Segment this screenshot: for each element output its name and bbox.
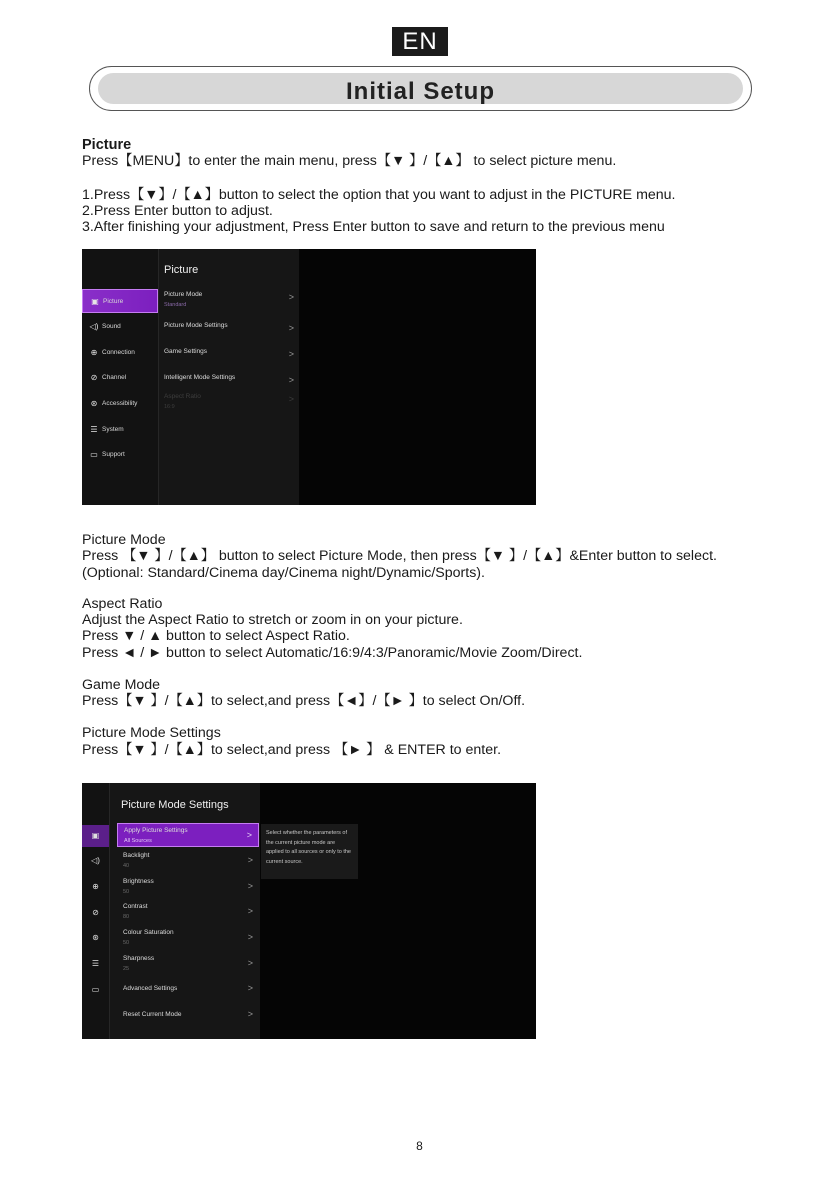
sound-icon: ◁) bbox=[89, 322, 99, 331]
chevron-right-icon: > bbox=[247, 983, 253, 993]
menu-row-label: Intelligent Mode Settings bbox=[164, 374, 236, 381]
support-icon: ▭ bbox=[90, 450, 98, 459]
sidebar-item-label: Support bbox=[102, 451, 125, 458]
chevron-right-icon: > bbox=[247, 906, 253, 916]
menu-row-label: Contrast bbox=[123, 903, 148, 910]
picture-mode-settings-heading: Picture Mode Settings bbox=[82, 725, 221, 741]
menu-row-label: Sharpness bbox=[123, 955, 155, 962]
channel-icon: ⊘ bbox=[90, 373, 98, 382]
aspect-ratio-line-3: Press ◄ / ► button to select Automatic/16:9/4:3/Panoramic/Movie Zoom/Direct. bbox=[82, 645, 583, 661]
chevron-right-icon: > bbox=[246, 830, 252, 840]
menu-row-apply-picture-settings[interactable] bbox=[117, 823, 259, 847]
menu-row-sharpness[interactable] bbox=[117, 952, 259, 976]
sidebar-item-label: Sound bbox=[102, 323, 121, 330]
aspect-ratio-heading: Aspect Ratio bbox=[82, 596, 163, 612]
sidebar-item-support[interactable] bbox=[82, 443, 158, 467]
menu-row-colour-saturation[interactable] bbox=[117, 926, 259, 950]
chevron-right-icon: > bbox=[247, 932, 253, 942]
menu-row-picture-mode-settings[interactable] bbox=[164, 319, 294, 343]
system-icon: ☰ bbox=[90, 425, 98, 434]
banner-fill bbox=[98, 73, 743, 104]
menu-row-advanced-settings[interactable] bbox=[117, 977, 259, 1001]
chevron-right-icon: > bbox=[288, 375, 294, 385]
accessibility-icon: ⊛ bbox=[90, 399, 98, 408]
sidebar-item-label: Accessibility bbox=[102, 400, 138, 407]
help-description-text: Select whether the parameters of the current picture mode are applied to all sources or only to the current source. bbox=[266, 830, 351, 865]
help-description-box bbox=[261, 824, 358, 879]
menu-row-aspect-ratio bbox=[164, 390, 294, 414]
aspect-ratio-line-2: Press ▼ / ▲ button to select Aspect Ratio. bbox=[82, 628, 350, 644]
picture-intro-line: Press【MENU】to enter the main menu, press【▼ 】/【▲】 to select picture menu. bbox=[82, 153, 617, 169]
menu-row-value: Standard bbox=[164, 302, 187, 308]
section-banner bbox=[89, 66, 752, 111]
panel-title: Picture bbox=[164, 264, 199, 276]
sidebar-item-connection[interactable] bbox=[82, 341, 158, 365]
sidebar-item-channel[interactable] bbox=[82, 366, 158, 390]
menu-row-contrast[interactable] bbox=[117, 900, 259, 924]
menu-row-label: Picture Mode Settings bbox=[164, 322, 228, 329]
connection-icon[interactable]: ⊕ bbox=[92, 882, 99, 891]
banner-title: Initial Setup bbox=[345, 78, 495, 105]
menu-row-label: Colour Saturation bbox=[123, 929, 174, 936]
menu-row-label: Game Settings bbox=[164, 348, 207, 355]
chevron-right-icon: > bbox=[247, 1009, 253, 1019]
menu-row-value: 50 bbox=[123, 889, 130, 895]
chevron-right-icon: > bbox=[288, 394, 294, 404]
chevron-right-icon: > bbox=[288, 349, 294, 359]
chevron-right-icon: > bbox=[247, 855, 253, 865]
menu-row-reset-current-mode[interactable] bbox=[117, 1003, 259, 1027]
picture-menu-panel bbox=[159, 249, 299, 505]
menu-row-value: 80 bbox=[123, 914, 130, 920]
menu-row-value: 40 bbox=[123, 863, 130, 869]
picture-step-2: 2.Press Enter button to adjust. bbox=[82, 203, 273, 219]
chevron-right-icon: > bbox=[288, 292, 294, 302]
picture-mode-heading: Picture Mode bbox=[82, 532, 166, 548]
settings-sidebar bbox=[82, 249, 159, 505]
sidebar-item-label: Picture bbox=[103, 298, 124, 305]
menu-row-value: 50 bbox=[123, 940, 130, 946]
sidebar-item-accessibility[interactable] bbox=[82, 392, 158, 416]
language-badge: EN bbox=[392, 27, 448, 56]
menu-row-value: 25 bbox=[123, 966, 130, 972]
menu-row-value: 16:9 bbox=[164, 404, 175, 410]
support-icon[interactable]: ▭ bbox=[91, 985, 100, 994]
connection-icon: ⊕ bbox=[90, 348, 98, 357]
settings-sidebar-collapsed bbox=[82, 783, 110, 1039]
menu-row-label: Advanced Settings bbox=[123, 985, 178, 992]
picture-mode-settings-screenshot bbox=[82, 783, 536, 1039]
sidebar-item-label: Connection bbox=[102, 349, 135, 356]
aspect-ratio-line-1: Adjust the Aspect Ratio to stretch or zoom in on your picture. bbox=[82, 612, 463, 628]
menu-row-value: All Sources bbox=[124, 838, 152, 844]
picture-heading: Picture bbox=[82, 137, 132, 153]
picture-mode-line-1: Press 【▼ 】/【▲】 button to select Picture Mode, then press【▼ 】/【▲】&Enter button to select. bbox=[82, 548, 717, 564]
picture-menu-screenshot bbox=[82, 249, 536, 505]
picture-step-1: 1.Press【▼】/【▲】button to select the option that you want to adjust in the PICTURE menu. bbox=[82, 187, 676, 203]
page-number: 8 bbox=[416, 1139, 423, 1153]
sound-icon[interactable]: ◁) bbox=[91, 856, 100, 865]
picture-icon[interactable]: ▣ bbox=[82, 825, 109, 847]
picture-mode-line-2: (Optional: Standard/Cinema day/Cinema night/Dynamic/Sports). bbox=[82, 565, 485, 581]
sidebar-item-label: System bbox=[102, 426, 124, 433]
sidebar-item-label: Channel bbox=[102, 374, 127, 381]
sidebar-item-system[interactable] bbox=[82, 418, 158, 442]
menu-row-game-settings[interactable] bbox=[164, 345, 294, 369]
game-mode-heading: Game Mode bbox=[82, 677, 161, 693]
channel-icon[interactable]: ⊘ bbox=[92, 908, 99, 917]
menu-row-brightness[interactable] bbox=[117, 875, 259, 899]
menu-row-label: Picture Mode bbox=[164, 291, 203, 298]
system-icon[interactable]: ☰ bbox=[91, 959, 100, 968]
sidebar-item-picture[interactable] bbox=[82, 289, 158, 313]
menu-row-label: Backlight bbox=[123, 852, 150, 859]
accessibility-icon[interactable]: ⊛ bbox=[92, 933, 99, 942]
sidebar-item-sound[interactable] bbox=[82, 315, 158, 339]
menu-row-label: Aspect Ratio bbox=[164, 393, 201, 400]
chevron-right-icon: > bbox=[247, 958, 253, 968]
panel-title: Picture Mode Settings bbox=[121, 799, 229, 811]
menu-row-picture-mode[interactable] bbox=[164, 288, 294, 312]
chevron-right-icon: > bbox=[247, 881, 253, 891]
menu-row-label: Apply Picture Settings bbox=[124, 827, 188, 834]
menu-row-backlight[interactable] bbox=[117, 849, 259, 873]
picture-icon: ▣ bbox=[91, 297, 99, 306]
menu-row-label: Brightness bbox=[123, 878, 154, 885]
chevron-right-icon: > bbox=[288, 323, 294, 333]
menu-row-label: Reset Current Mode bbox=[123, 1011, 182, 1018]
game-mode-line-1: Press【▼ 】/【▲】to select,and press【◄】/【► 】to select On/Off. bbox=[82, 693, 526, 709]
picture-step-3: 3.After finishing your adjustment, Press Enter button to save and return to the previous menu bbox=[82, 219, 665, 235]
picture-mode-settings-line-1: Press【▼ 】/【▲】to select,and press 【► 】 & ENTER to enter. bbox=[82, 742, 502, 758]
